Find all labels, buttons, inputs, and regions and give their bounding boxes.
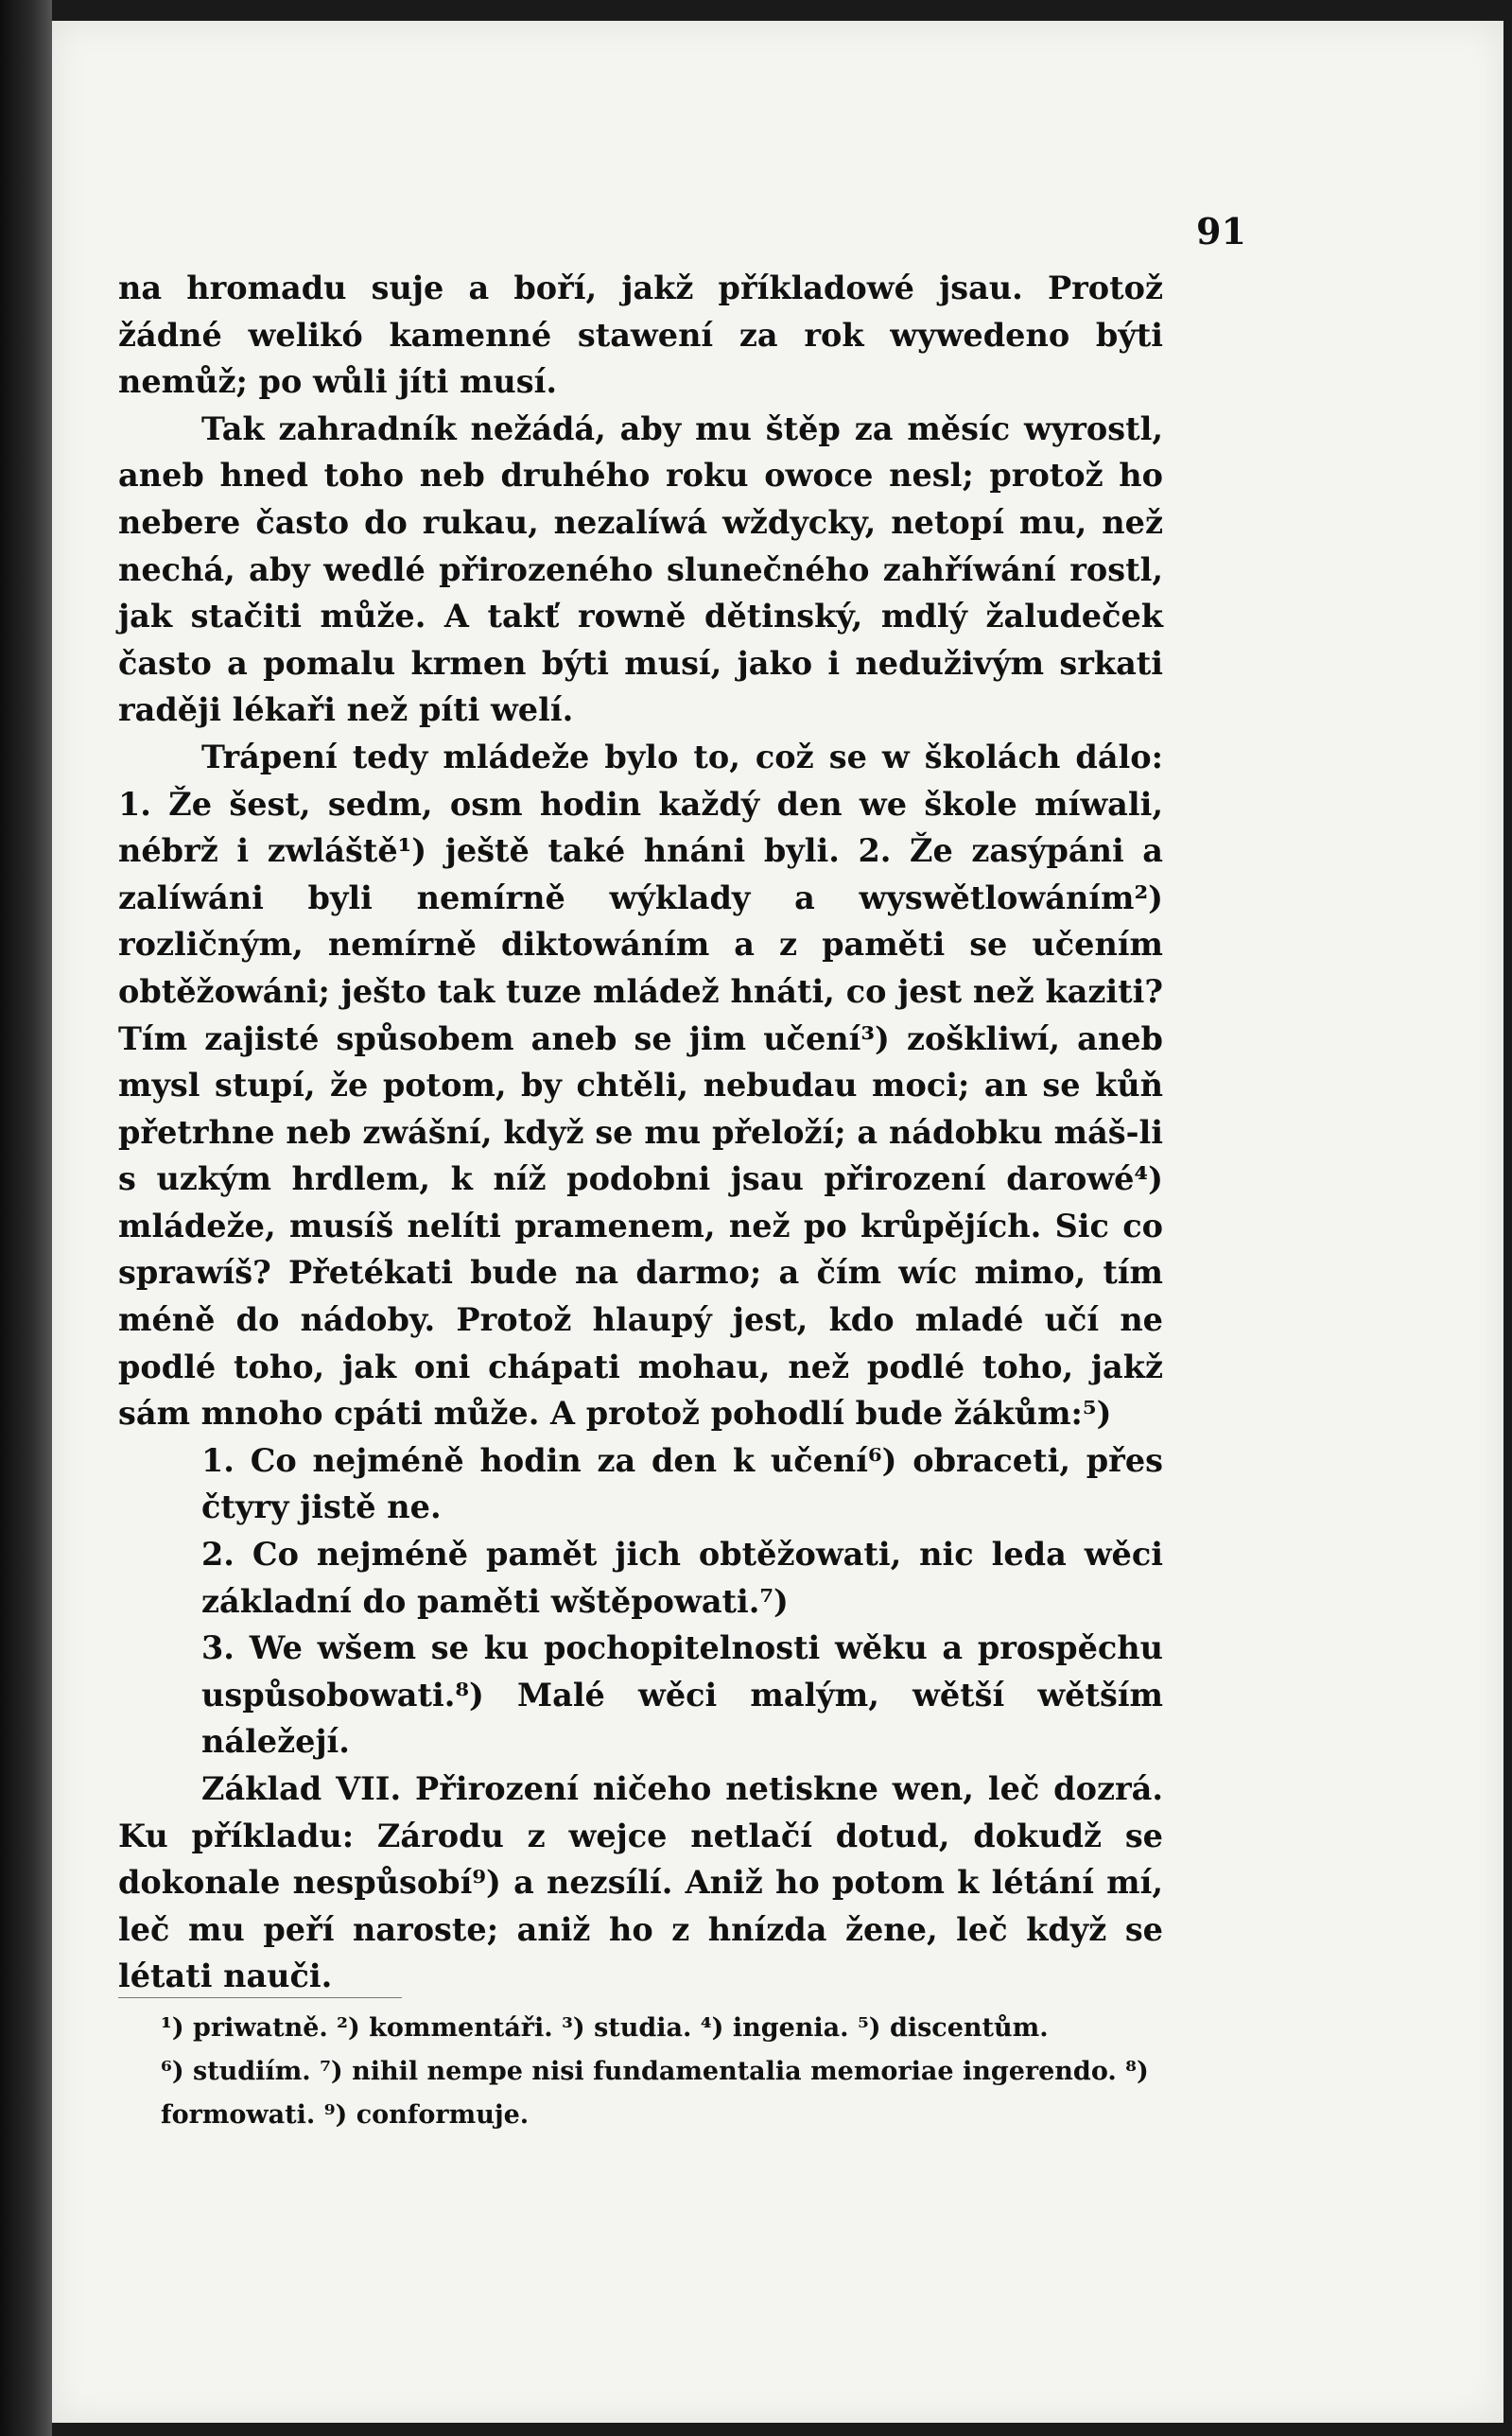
book-edge <box>0 0 52 2436</box>
footnote-rule <box>118 1997 402 1998</box>
main-text <box>118 265 1163 2000</box>
list-item-2: 2. Co nejméně pamět jich obtěžowati, nic leda wěci základní do paměti wštěpowati.⁷) <box>201 1536 1163 1620</box>
list-item-3: 3. We wšem se ku pochopitelnosti wěku a prospěchu uspůsobowati.⁸) Malé wěci malým, wětší wětším náležejí. <box>201 1629 1163 1761</box>
footnote-line-1: ¹) priwatně. ²) kommentáři. ³) studia. ⁴) ingenia. ⁵) discentům. <box>161 2013 1049 2043</box>
footnotes <box>161 2007 1163 2137</box>
list-item-1: 1. Co nejméně hodin za den k učení⁶) obraceti, přes čtyry jistě ne. <box>201 1441 1163 1526</box>
closing-paragraph: Základ VII. Přirození ničeho netiskne wen, leč dozrá. Ku příkladu: Zárodu z wejce netlačí dotud, dokudž se dokonale nespůsobí⁹) a nezsílí. Aniž ho potom k létání mí, leč mu peří naroste; aniž ho z hnízda žene, leč když se létati nauči. <box>118 1770 1163 1995</box>
paragraph-3: Trápení tedy mládeže bylo to, což se w školách dálo: 1. Že šest, sedm, osm hodin každý den we škole míwali, nébrž i zwláště¹) ještě také hnáni byli. 2. Že zasýpáni a zalíwáni byli nemírně wýklady a wyswětlowáním²) rozličným, nemírně diktowáním a z paměti se učením obtěžowáni; ješto tak tuze mládež hnáti, co jest než kaziti? Tím zajisté spůsobem aneb se jim učení³) zoškliwí, aneb mysl stupí, že potom, by chtěli, nebudau moci; an se kůň přetrhne neb zwášní, když se mu přeloží; a nádobku máš-li s uzkým hrdlem, k níž podobni jsau přirození darowé⁴) mládeže, musíš nelíti pramenem, než po krůpějích. Sic co sprawíš? Přetékati bude na darmo; a čím wíc mimo, tím méně do nádoby. Protož hlaupý jest, kdo mladé učí ne podlé toho, jak oni chápati mohau, než podlé toho, jakž sám mnoho cpáti může. A protož pohodlí bude žákům:⁵) <box>118 738 1163 1433</box>
page-number: 91 <box>1196 210 1246 252</box>
paragraph-1: na hromadu suje a boří, jakž příkladowé jsau. Protož žádné welikó kamenné stawení za rok wywedeno býti nemůž; po wůli jíti musí. <box>118 270 1163 401</box>
paragraph-2: Tak zahradník nežádá, aby mu štěp za měsíc wyrostl, aneb hned toho neb druhého roku owoce nesl; protož ho nebere často do rukau, nezalíwá wždycky, netopí mu, než nechá, aby wedlé přirozeného slunečného zahříwání rostl, jak stačiti může. A takť rowně dětinský, mdlý žaludeček často a pomalu krmen býti musí, jako i neduživým srkati raději lékaři než píti welí. <box>118 409 1163 729</box>
footnote-line-2: ⁶) studiím. ⁷) nihil nempe nisi fundamentalia memoriae ingerendo. ⁸) formowati. ⁹) conformuje. <box>161 2057 1149 2130</box>
